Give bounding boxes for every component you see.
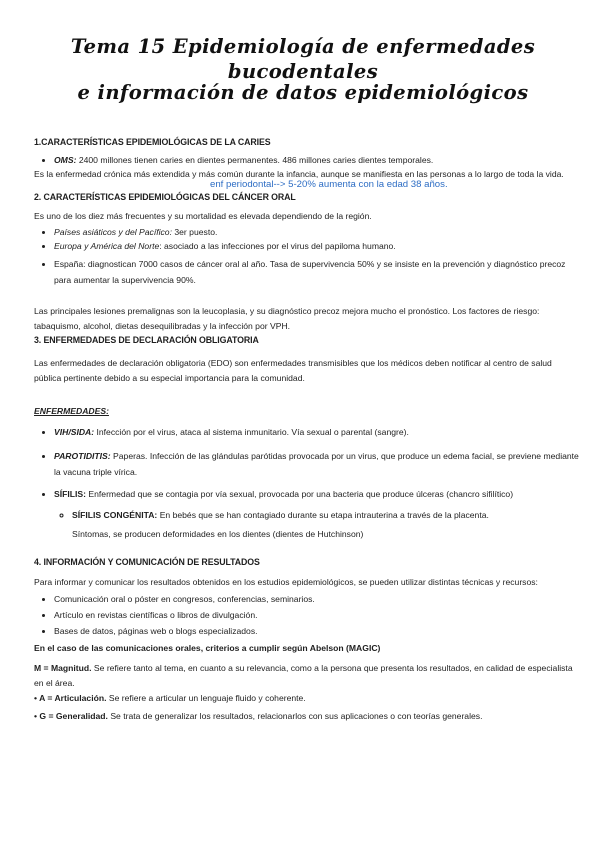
section-2-paragraph: Las principales lesiones premalignas son la leucoplasia, y su diagnóstico precoz mejora mucho el pronóstico. Los factores de riesgo: tabaquismo, alcohol, dietas desequilibradas y la infección por VPH. [34, 306, 540, 331]
generalidad-label: • G = Generalidad. [34, 710, 108, 721]
document-body [34, 137, 579, 722]
articulacion-label: • A = Articulación. [34, 693, 107, 704]
diseases-subheading: ENFERMEDADES: [34, 406, 109, 417]
articulacion-text: Se refiere a articular un lenguaje fluido y coherente. [106, 693, 306, 704]
magnitud-label: M = Magnitud. [34, 663, 92, 674]
sifilis-congenita-text: En bebés que se han contagiado durante su etapa intrauterina a través de la placenta. [157, 509, 489, 520]
section-2-heading: 2. CARACTERÍSTICAS EPIDEMIOLÓGICAS DEL CÁNCER ORAL [34, 191, 296, 202]
handwritten-note: enf periodontal--> 5-20% aumenta con la edad 38 años. [210, 179, 448, 191]
section-3-paragraph: Las enfermedades de declaración obligatoria (EDO) son enfermedades transmisibles que los médicos deben notificar al centro de salud pública pertinente debido a su especial importancia para la comunidad. [34, 358, 552, 384]
generalidad-text: Se trata de generalizar los resultados, relacionarlos con sus aplicaciones o con teorías generales. [107, 710, 483, 721]
europe-text: : asociado a las infecciones por el virus del papiloma humano. [159, 241, 396, 252]
magnitud-text: Se refiere tanto al tema, en cuanto a su relevancia, como a la persona que presenta los resultados, en calidad de especialista en el área. [34, 663, 573, 688]
section-1-paragraph: Es la enfermedad crónica más extendida y más común durante la infancia, aunque se manifiesta en las personas a lo largo de toda la vida. [34, 168, 564, 179]
oms-label: OMS: [54, 154, 77, 165]
list-item [72, 510, 579, 541]
europe-label: Europa y América del Norte [54, 241, 160, 252]
magic-heading: En el caso de las comunicaciones orales, criterios a cumplir según Abelson (MAGIC) [34, 642, 381, 653]
section-2-list [34, 227, 579, 288]
section-1-heading: 1.CARACTERÍSTICAS EPIDEMIOLÓGICAS DE LA CARIES [34, 137, 271, 147]
sifilis-label: SÍFILIS: [54, 489, 86, 500]
sifilis-text: Enfermedad que se contagia por vía sexual, provocada por una bacteria que produce úlceras (chancro sifilítico) [86, 489, 514, 500]
list-item: • Comunicación oral o póster en congresos, conferencias, seminarios. [54, 594, 579, 605]
magic-g [34, 711, 579, 722]
section-4-list [34, 594, 579, 638]
parotiditis-text: Paperas. Infección de las glándulas parótidas provocada por un virus, que produce un edema facial, se previene mediante la vacuna triple vírica. [54, 450, 579, 478]
list-item [54, 489, 579, 540]
list-item [54, 155, 579, 166]
oms-text: 2400 millones tienen caries en dientes permanentes. 486 millones caries dientes temporales. [76, 154, 434, 165]
section-4-heading: 4. INFORMACIÓN Y COMUNICACIÓN DE RESULTADOS [34, 556, 260, 567]
page-title-line-1: Tema 15 Epidemiología de enfermedades bucodentales [70, 35, 536, 84]
section-1-list [34, 155, 579, 166]
section-4-intro: Para informar y comunicar los resultados obtenidos en los estudios epidemiológicos, se pueden utilizar distintas técnicas y recursos: [34, 577, 538, 588]
list-item: • Bases de datos, páginas web o blogs especializados. [54, 626, 579, 637]
spain-text: España: diagnostican 7000 casos de cáncer oral al año. Tasa de supervivencia 50% y se insiste en la prevención y diagnóstico precoz para aumentar la supervivencia 90%. [54, 258, 566, 285]
parotiditis-label: PAROTIDITIS: [54, 450, 111, 461]
section-3-heading: 3. ENFERMEDADES DE DECLARACIÓN OBLIGATORIA [34, 335, 259, 346]
list-item [54, 427, 579, 438]
sifilis-sublist [54, 510, 579, 541]
list-item [54, 256, 579, 289]
list-item [54, 241, 579, 252]
diseases-list [34, 427, 579, 540]
list-item: • Artículo en revistas científicas o libros de divulgación. [54, 610, 579, 621]
list-item [54, 227, 579, 238]
magic-m [34, 661, 579, 690]
magic-a [34, 693, 579, 704]
vih-text: Infección por el virus, ataca al sistema inmunitario. Vía sexual o parental (sangre). [94, 427, 409, 438]
vih-label: VIH/SIDA: [54, 427, 95, 438]
asia-text: 3er puesto. [171, 226, 218, 237]
sifilis-congenita-symptoms: Síntomas, se producen deformidades en los dientes (dientes de Hutchinson) [72, 529, 364, 540]
section-2-intro: Es uno de los diez más frecuentes y su mortalidad es elevada dependiendo de la región. [34, 210, 372, 221]
asia-label: Países asiáticos y del Pacífico: [54, 226, 172, 237]
page-title-line-2: e información de datos epidemiológicos [77, 81, 529, 104]
list-item [54, 448, 579, 481]
sifilis-congenita-label: SÍFILIS CONGÉNITA: [72, 509, 158, 520]
